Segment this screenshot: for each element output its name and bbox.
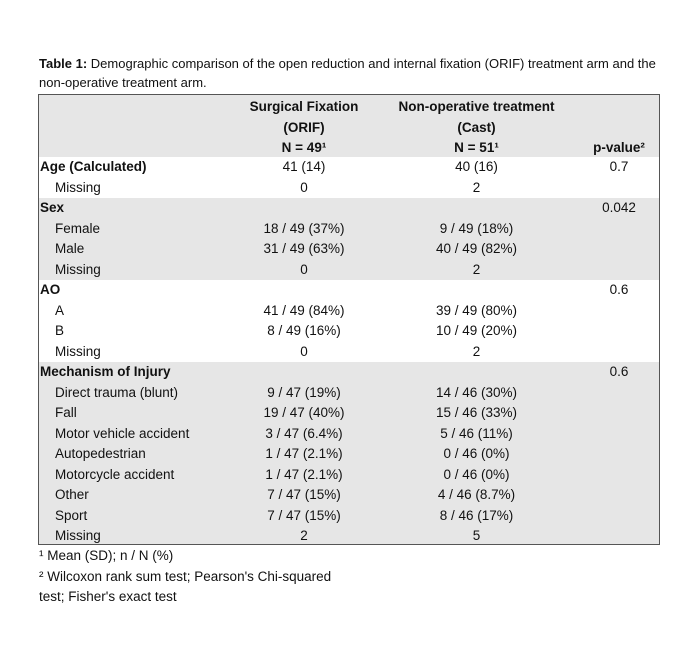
- row-label: Motorcycle accident: [55, 466, 175, 482]
- table-row: [39, 403, 659, 424]
- cell-cast: 4 / 46 (8.7%): [437, 487, 516, 502]
- footnote-1: ¹ Mean (SD); n / N (%): [39, 548, 174, 563]
- row-label: A: [55, 302, 65, 318]
- cell-cast: 40 / 49 (82%): [435, 241, 518, 256]
- cell-cast: 10 / 49 (20%): [435, 323, 518, 338]
- table-row: [39, 280, 659, 301]
- row-label: Other: [55, 487, 89, 502]
- row-label: Male: [55, 241, 85, 256]
- table-row: [39, 157, 659, 178]
- row-label: Autopedestrian: [55, 446, 146, 461]
- table-row: [39, 485, 659, 506]
- table-row: [39, 526, 659, 545]
- cell-cast: 9 / 49 (18%): [439, 220, 514, 236]
- table-row: [39, 444, 659, 465]
- table-row: [39, 178, 659, 199]
- cell-cast: 15 / 46 (33%): [435, 405, 518, 420]
- cell-cast: 39 / 49 (80%): [435, 302, 518, 318]
- table-row: [39, 424, 659, 445]
- cell-surgical: 18 / 49 (37%): [263, 220, 345, 236]
- cell-cast: 40 (16): [455, 159, 498, 174]
- cell-surgical: 9 / 47 (19%): [267, 384, 341, 400]
- cell-surgical: 0: [300, 179, 308, 195]
- row-label: Missing: [55, 528, 101, 543]
- row-label: Fall: [55, 405, 77, 420]
- cell-cast: 0 / 46 (0%): [443, 466, 510, 482]
- cell-surgical: 7 / 47 (15%): [267, 487, 341, 502]
- header-cast-line: N = 51¹: [454, 140, 499, 155]
- cell-surgical: 31 / 49 (63%): [263, 241, 345, 256]
- cell-cast: 14 / 46 (30%): [435, 384, 518, 400]
- table-row: [39, 260, 659, 281]
- cell-surgical: 41 / 49 (84%): [263, 302, 345, 318]
- table-row: [39, 362, 659, 383]
- cell-cast: 5: [472, 528, 481, 543]
- row-label: Motor vehicle accident: [55, 425, 190, 441]
- row-label: Female: [55, 220, 101, 236]
- row-label: Mechanism of Injury: [40, 364, 171, 379]
- row-label: Sex: [40, 200, 65, 215]
- row-label: Missing: [55, 261, 101, 277]
- cell-surgical: 41 (14): [282, 159, 326, 174]
- row-label: Direct trauma (blunt): [55, 384, 179, 400]
- row-label: Sport: [55, 507, 88, 523]
- header-pvalue: p-value²: [593, 140, 645, 155]
- cell-surgical: 1 / 47 (2.1%): [265, 446, 343, 461]
- cell-cast: 0 / 46 (0%): [443, 446, 510, 461]
- cell-pvalue: 0.042: [602, 200, 636, 215]
- cell-surgical: 8 / 49 (16%): [267, 323, 341, 338]
- cell-surgical: 0: [300, 261, 308, 277]
- table-caption: [39, 54, 669, 92]
- row-label: Age (Calculated): [40, 159, 147, 174]
- cell-surgical: 1 / 47 (2.1%): [265, 466, 343, 482]
- cell-surgical: 7 / 47 (15%): [267, 507, 341, 523]
- header-cast-line: Non-operative treatment: [398, 99, 555, 114]
- table-row: [39, 465, 659, 486]
- cell-cast: 8 / 46 (17%): [439, 507, 514, 523]
- caption-label: Table 1:: [39, 56, 88, 71]
- cell-surgical: 2: [300, 528, 308, 543]
- row-label: AO: [40, 282, 61, 297]
- cell-cast: 2: [472, 261, 481, 277]
- cell-cast: 5 / 46 (11%): [440, 425, 513, 441]
- row-label: Missing: [55, 343, 101, 359]
- row-label: B: [55, 323, 65, 338]
- cell-pvalue: 0.6: [609, 364, 629, 379]
- cell-pvalue: 0.6: [609, 282, 629, 297]
- table-row: [39, 239, 659, 260]
- demographics-table: [38, 94, 660, 545]
- table-row: [39, 383, 659, 404]
- header-cast-line: (Cast): [457, 119, 496, 135]
- cell-surgical: 0: [300, 343, 308, 359]
- header-surgical-line: (ORIF): [283, 119, 325, 135]
- table-row: [39, 321, 659, 342]
- table-row: [39, 301, 659, 322]
- header-surgical: [224, 97, 384, 159]
- table-header: [39, 95, 659, 157]
- cell-surgical: 3 / 47 (6.4%): [265, 425, 343, 441]
- cell-cast: 2: [472, 343, 481, 359]
- caption-text: Demographic comparison of the open reduction and internal fixation (ORIF) treatment arm and the non-operative treatment arm.: [39, 56, 656, 90]
- row-label: Missing: [55, 179, 101, 195]
- header-surgical-line: Surgical Fixation: [249, 99, 359, 114]
- table-row: [39, 506, 659, 527]
- footnote-2: ² Wilcoxon rank sum test; Pearson's Chi-squared: [39, 569, 332, 584]
- cell-surgical: 19 / 47 (40%): [263, 405, 345, 420]
- footnote-3: test; Fisher's exact test: [39, 589, 177, 604]
- table-row: [39, 219, 659, 240]
- table-row: [39, 198, 659, 219]
- header-cast: [384, 97, 569, 159]
- cell-cast: 2: [472, 179, 481, 195]
- cell-pvalue: 0.7: [609, 159, 629, 174]
- table-row: [39, 342, 659, 363]
- header-surgical-line: N = 49¹: [281, 140, 327, 155]
